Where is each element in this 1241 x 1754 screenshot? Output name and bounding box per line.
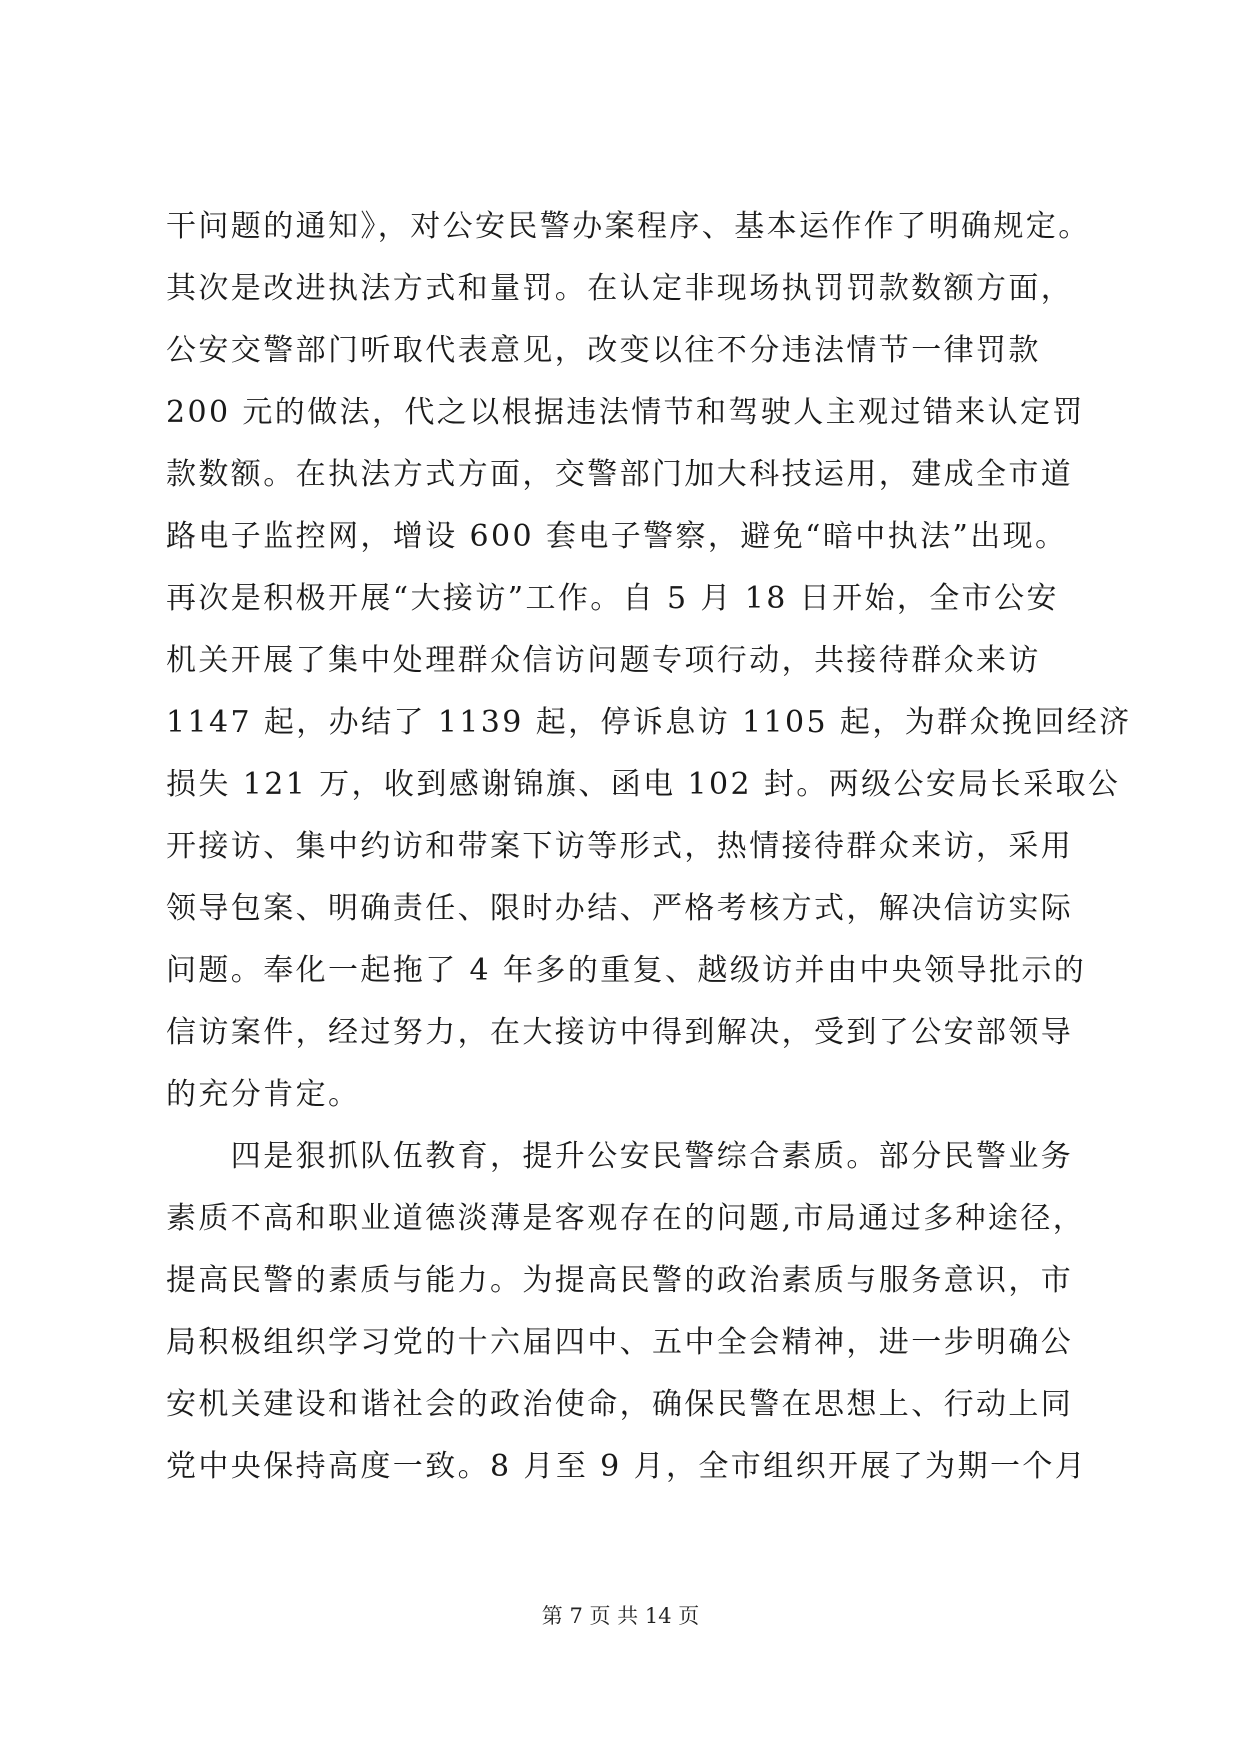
text-line: 机关开展了集中处理群众信访问题专项行动，共接待群众来访 bbox=[166, 643, 1041, 678]
text-line: 局积极组织学习党的十六届四中、五中全会精神，进一步明确公 bbox=[166, 1325, 1074, 1360]
text-line: 领导包案、明确责任、限时办结、严格考核方式，解决信访实际 bbox=[166, 891, 1074, 926]
text-line: 的充分肯定。 bbox=[166, 1077, 361, 1112]
text-line: 党中央保持高度一致。8 月至 9 月，全市组织开展了为期一个月 bbox=[166, 1449, 1088, 1484]
text-line: 其次是改进执法方式和量罚。在认定非现场执罚罚款数额方面， bbox=[166, 271, 1074, 306]
text-line: 路电子监控网，增设 600 套电子警察，避免“暗中执法”出现。 bbox=[166, 519, 1068, 554]
text-line: 款数额。在执法方式方面，交警部门加大科技运用，建成全市道 bbox=[166, 457, 1074, 492]
body-text bbox=[166, 196, 1132, 1498]
page-number-footer: 第 7 页 共 14 页 bbox=[541, 1604, 700, 1628]
text-line: 问题。奉化一起拖了 4 年多的重复、越级访并由中央领导批示的 bbox=[166, 953, 1087, 988]
text-line: 公安交警部门听取代表意见，改变以往不分违法情节一律罚款 bbox=[166, 333, 1041, 368]
text-line: 开接访、集中约访和带案下访等形式，热情接待群众来访，采用 bbox=[166, 829, 1074, 864]
text-line: 提高民警的素质与能力。为提高民警的政治素质与服务意识，市 bbox=[166, 1263, 1074, 1298]
text-line: 素质不高和职业道德淡薄是客观存在的问题,市局通过多种途径， bbox=[166, 1201, 1086, 1236]
text-line: 信访案件，经过努力，在大接访中得到解决，受到了公安部领导 bbox=[166, 1015, 1074, 1050]
text-line: 1147 起，办结了 1139 起，停诉息访 1105 起，为群众挽回经济 bbox=[166, 705, 1132, 740]
text-line: 安机关建设和谐社会的政治使命，确保民警在思想上、行动上同 bbox=[166, 1387, 1074, 1422]
text-line: 再次是积极开展“大接访”工作。自 5 月 18 日开始，全市公安 bbox=[166, 581, 1059, 616]
text-line: 四是狠抓队伍教育，提升公安民警综合素质。部分民警业务 bbox=[166, 1139, 1074, 1174]
text-line: 200 元的做法，代之以根据违法情节和驾驶人主观过错来认定罚 bbox=[166, 395, 1085, 430]
text-line: 干问题的通知》，对公安民警办案程序、基本运作作了明确规定。 bbox=[166, 209, 1091, 244]
text-line: 损失 121 万，收到感谢锦旗、函电 102 封。两级公安局长采取公 bbox=[166, 767, 1121, 802]
